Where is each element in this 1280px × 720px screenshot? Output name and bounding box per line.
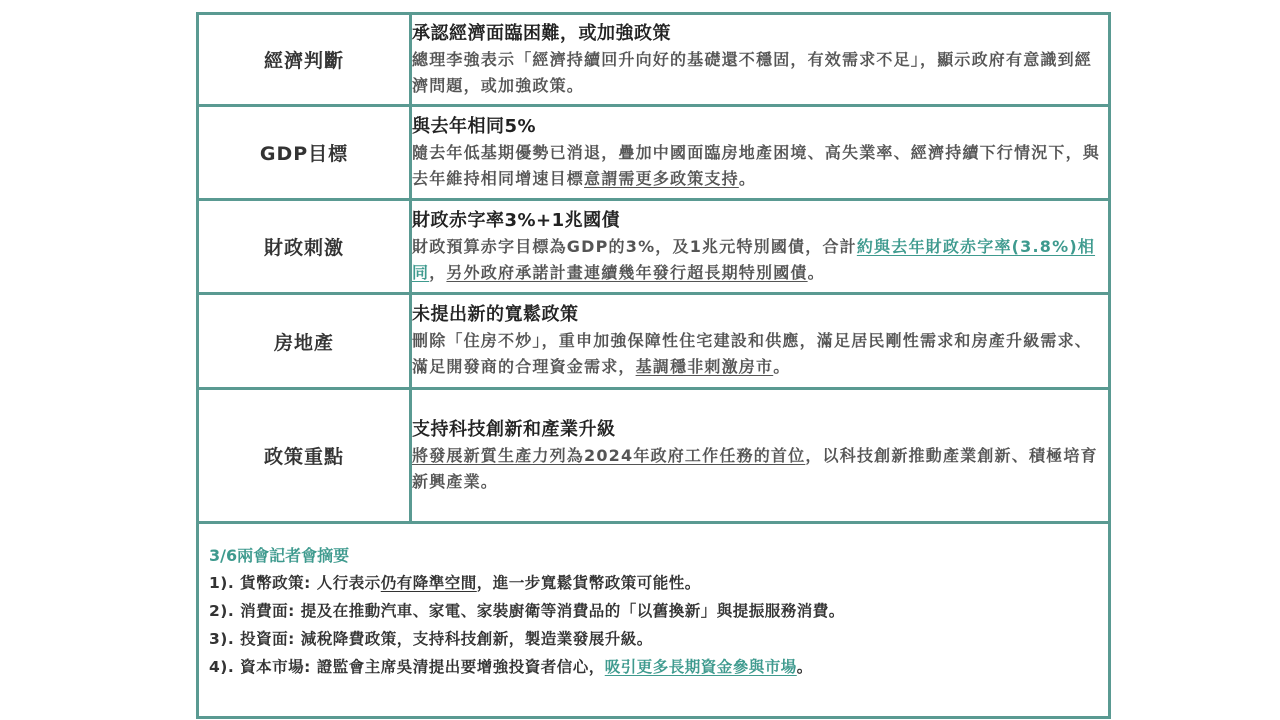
row-body [412,443,1108,495]
emphasis-text: 將發展新質生產力列為2024年政府工作任務的首位 [412,445,806,465]
text-segment: 。 [738,168,757,188]
text-segment: 刪除「住房不炒」，重申加強保障性住宅建設和供應，滿足居民剛性需求和房產升級需求、滿足開發商的合理資金需求， [412,331,1093,376]
row-topic: 財政刺激 [199,200,411,294]
row-content [411,200,1109,294]
row-title: 未提出新的寬鬆政策 [412,304,579,325]
row-title: 承認經濟面臨困難，或加強政策 [412,22,671,44]
text-segment: 總理李強表示「經濟持續回升向好的基礎還不穩固，有效需求不足」，顯示政府有意識到經濟問題，或加強政策。 [412,49,1093,95]
text-segment: 。 [773,357,791,376]
policy-row-gdp-target [199,106,1108,200]
emphasis-text: 意謂需更多政策支持 [584,168,739,188]
text-segment: ，以科技創新推動產業創新、積極培育新興產業。 [412,445,1098,491]
row-body [412,328,1108,380]
text-segment: 隨去年低基期優勢已消退，疊加中國面臨房地產困境、高失業率、經濟持續下行情況下，與去年維持相同增速目標 [412,142,1101,188]
text-segment: 3). 投資面: 減稅降費政策，支持科技創新，製造業發展升級。 [209,630,653,648]
emphasis-text: 吸引更多長期資金參與市場 [604,658,797,676]
text-segment: ， [429,262,447,282]
row-body [412,140,1108,192]
row-title: 支持科技創新和產業升級 [412,418,616,440]
row-topic: 房地產 [199,294,411,389]
summary-item [209,597,1098,625]
row-topic: 經濟判斷 [199,15,411,106]
text-segment: 1). 貨幣政策: 人行表示 [209,574,381,592]
text-segment: 。 [796,658,813,676]
row-title: 財政赤字率3%+1兆國債 [412,209,621,231]
text-segment: 財政預算赤字目標為GDP的3%，及1兆元特別國債，合計 [412,236,857,256]
text-segment: 。 [807,262,825,282]
policy-row-fiscal-stimulus [199,200,1108,294]
row-body [412,47,1108,99]
policy-row-policy-focus [199,389,1108,523]
row-title: 與去年相同5% [412,115,537,137]
row-body [412,234,1108,286]
row-content [411,389,1109,523]
summary-item [209,569,1098,597]
row-content [411,294,1109,389]
summary-title: 3/6兩會記者會摘要 [209,546,350,565]
text-segment: 4). 資本市場: 證監會主席吳清提出要增強投資者信心， [209,658,605,676]
policy-frame [196,12,1111,719]
summary-item [209,653,1098,681]
emphasis-text: 仍有降準空間 [380,574,477,592]
press-summary [199,524,1108,681]
emphasis-text: 基調穩非刺激房市 [635,357,774,376]
policy-table [199,15,1108,524]
text-segment: ，進一步寬鬆貨幣政策可能性。 [476,574,701,592]
row-topic: GDP目標 [199,106,411,200]
emphasis-text: 另外政府承諾計畫連續幾年發行超長期特別國債 [446,262,808,282]
row-content [411,106,1109,200]
emphasis-text: 約與去年財政赤字率(3.8%)相同 [412,236,1096,282]
row-topic: 政策重點 [199,389,411,523]
row-content [411,15,1109,106]
policy-row-real-estate [199,294,1108,389]
policy-row-economic-judgment [199,15,1108,106]
summary-item [209,625,1098,653]
text-segment: 2). 消費面: 提及在推動汽車、家電、家裝廚衛等消費品的「以舊換新」與提振服務消費。 [209,602,845,620]
